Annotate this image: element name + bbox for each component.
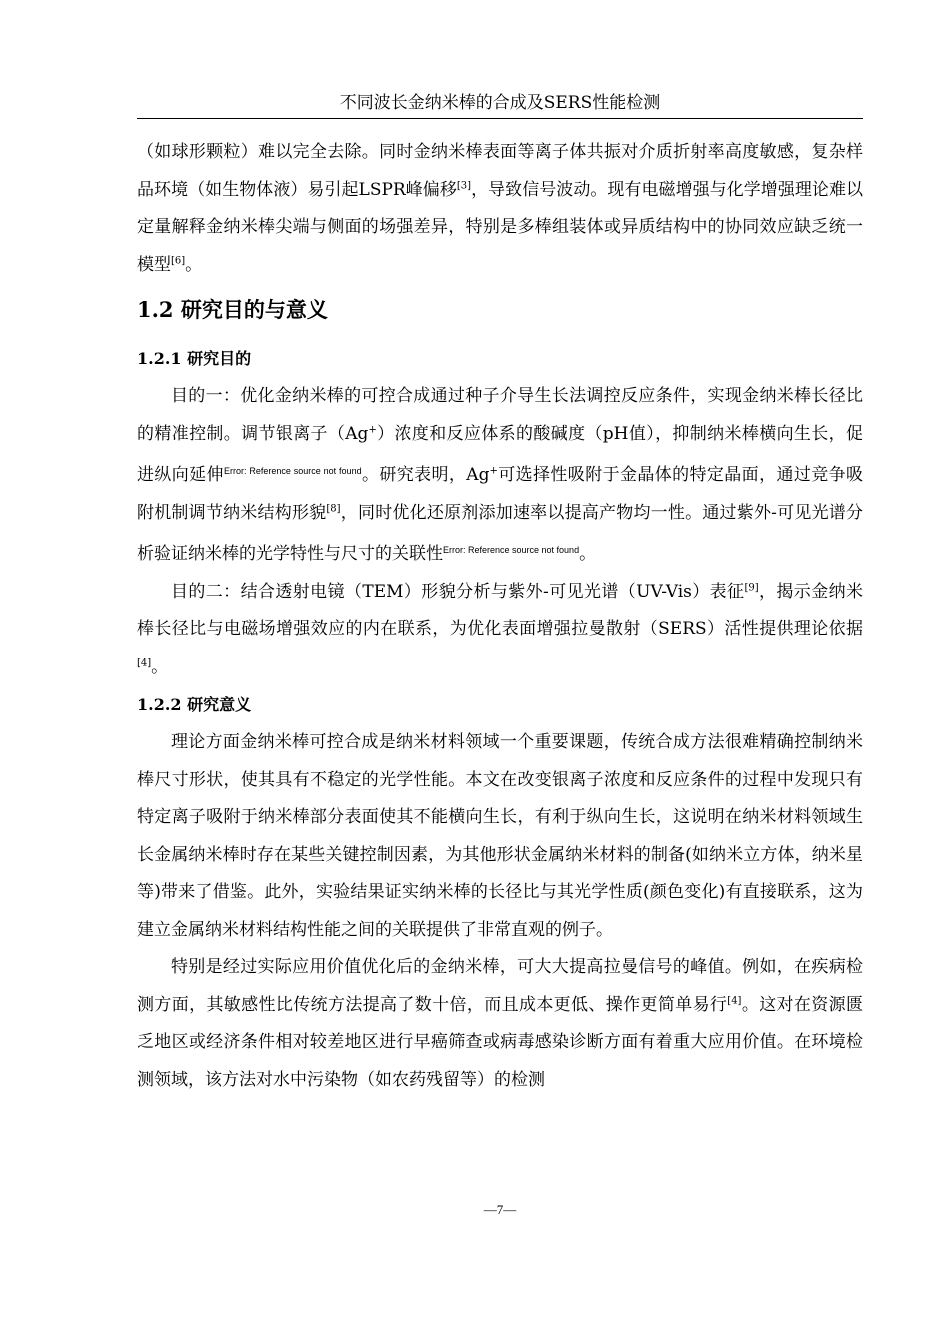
text-run: 。研究表明，Ag xyxy=(361,465,490,485)
reference-error: Error: Reference source not found xyxy=(443,545,580,555)
paragraph-objective-2 xyxy=(137,574,863,687)
text-run: 目的二：结合透射电镜（TEM）形貌分析与紫外-可见光谱（UV-Vis）表征 xyxy=(171,581,745,602)
text-run: ，导致信号波动。现有电磁增强与化学增强理论难以定量解释金纳米棒尖端与侧面的场强差异，特别是多棒组装体或异质结构中的协同效应缺乏统一模型 xyxy=(137,179,863,275)
subsection-heading-1-2-1: 1.2.1 研究目的 xyxy=(137,349,252,368)
paragraph-significance-theory: 理论方面金纳米棒可控合成是纳米材料领域一个重要课题，传统合成方法很难精确控制纳米棒尺寸形状，使其具有不稳定的光学性能。本文在改变银离子浓度和反应条件的过程中发现只有特定离子吸附于纳米棒部分表面使其不能横向生长，有利于纵向生长，这说明在纳米材料领域生长金属纳米棒时存在某些关键控制因素，为其他形状金属纳米材料的制备(如纳米立方体，纳米星等)带来了借鉴。此外，实验结果证实纳米棒的长径比与其光学性质(颜色变化)有直接联系，这为建立金属纳米材料结构性能之间的关联提供了非常直观的例子。 xyxy=(137,732,863,940)
superscript: + xyxy=(368,423,377,435)
citation: [4] xyxy=(137,656,152,668)
text-run: ，同时优化还原剂添加速率以提高产物均一性。通过紫外-可见光谱分析验证纳米棒的光学特性与尺寸的关联性 xyxy=(137,502,864,564)
text-run: ，揭示金纳米棒长径比与电磁场增强效应的内在联系，为优化表面增强拉曼散射（SERS）活性提供理论依据 xyxy=(137,581,863,639)
page-body xyxy=(137,134,863,1099)
citation: [3] xyxy=(456,179,472,191)
text-run: 可选择性吸附于金晶体的特定晶面，通过竞争吸附机制调节纳米结构形貌 xyxy=(137,465,864,523)
header-divider xyxy=(137,118,863,119)
citation: [6] xyxy=(171,254,186,266)
text-run: （如球形颗粒）难以完全去除。同时金纳米棒表面等离子体共振对介质折射率高度敏感，复杂样品环境（如生物体液）易引起LSPR峰偏移 xyxy=(137,142,863,200)
citation: [9] xyxy=(744,581,759,593)
citation: [4] xyxy=(727,994,742,1006)
running-header: 不同波长金纳米棒的合成及SERS性能检测 xyxy=(339,93,661,113)
text-run: 。这对在资源匮乏地区或经济条件相对较差地区进行早癌筛查或病毒感染诊断方面有着重大应用价值。在环境检测领域，该方法对水中污染物（如农药残留等）的检测 xyxy=(137,994,864,1090)
superscript: + xyxy=(489,465,498,477)
text-run: ）浓度和反应体系的酸碱度（pH值），抑制纳米棒横向生长，促进纵向延伸 xyxy=(137,423,863,485)
citation: [8] xyxy=(326,502,341,514)
paragraph-continued xyxy=(137,134,863,284)
text-run: 。 xyxy=(579,544,597,564)
text-run: 目的一：优化金纳米棒的可控合成通过种子介导生长法调控反应条件，实现金纳米棒长径比的精准控制。调节银离子（Ag xyxy=(137,386,863,444)
page-number: —7— xyxy=(483,1202,517,1217)
text-run: 。 xyxy=(185,254,203,275)
subsection-heading-1-2-2: 1.2.2 研究意义 xyxy=(137,695,252,714)
section-heading-1-2: 1.2 研究目的与意义 xyxy=(137,297,328,322)
text-run: 特别是经过实际应用价值优化后的金纳米棒，可大大提高拉曼信号的峰值。例如，在疾病检测方面，其敏感性比传统方法提高了数十倍，而且成本更低、操作更简单易行 xyxy=(137,957,863,1015)
reference-error: Error: Reference source not found xyxy=(223,466,362,476)
text-run: 。 xyxy=(151,656,169,677)
paragraph-significance-application xyxy=(137,949,863,1099)
paragraph-objective-1 xyxy=(137,378,863,574)
